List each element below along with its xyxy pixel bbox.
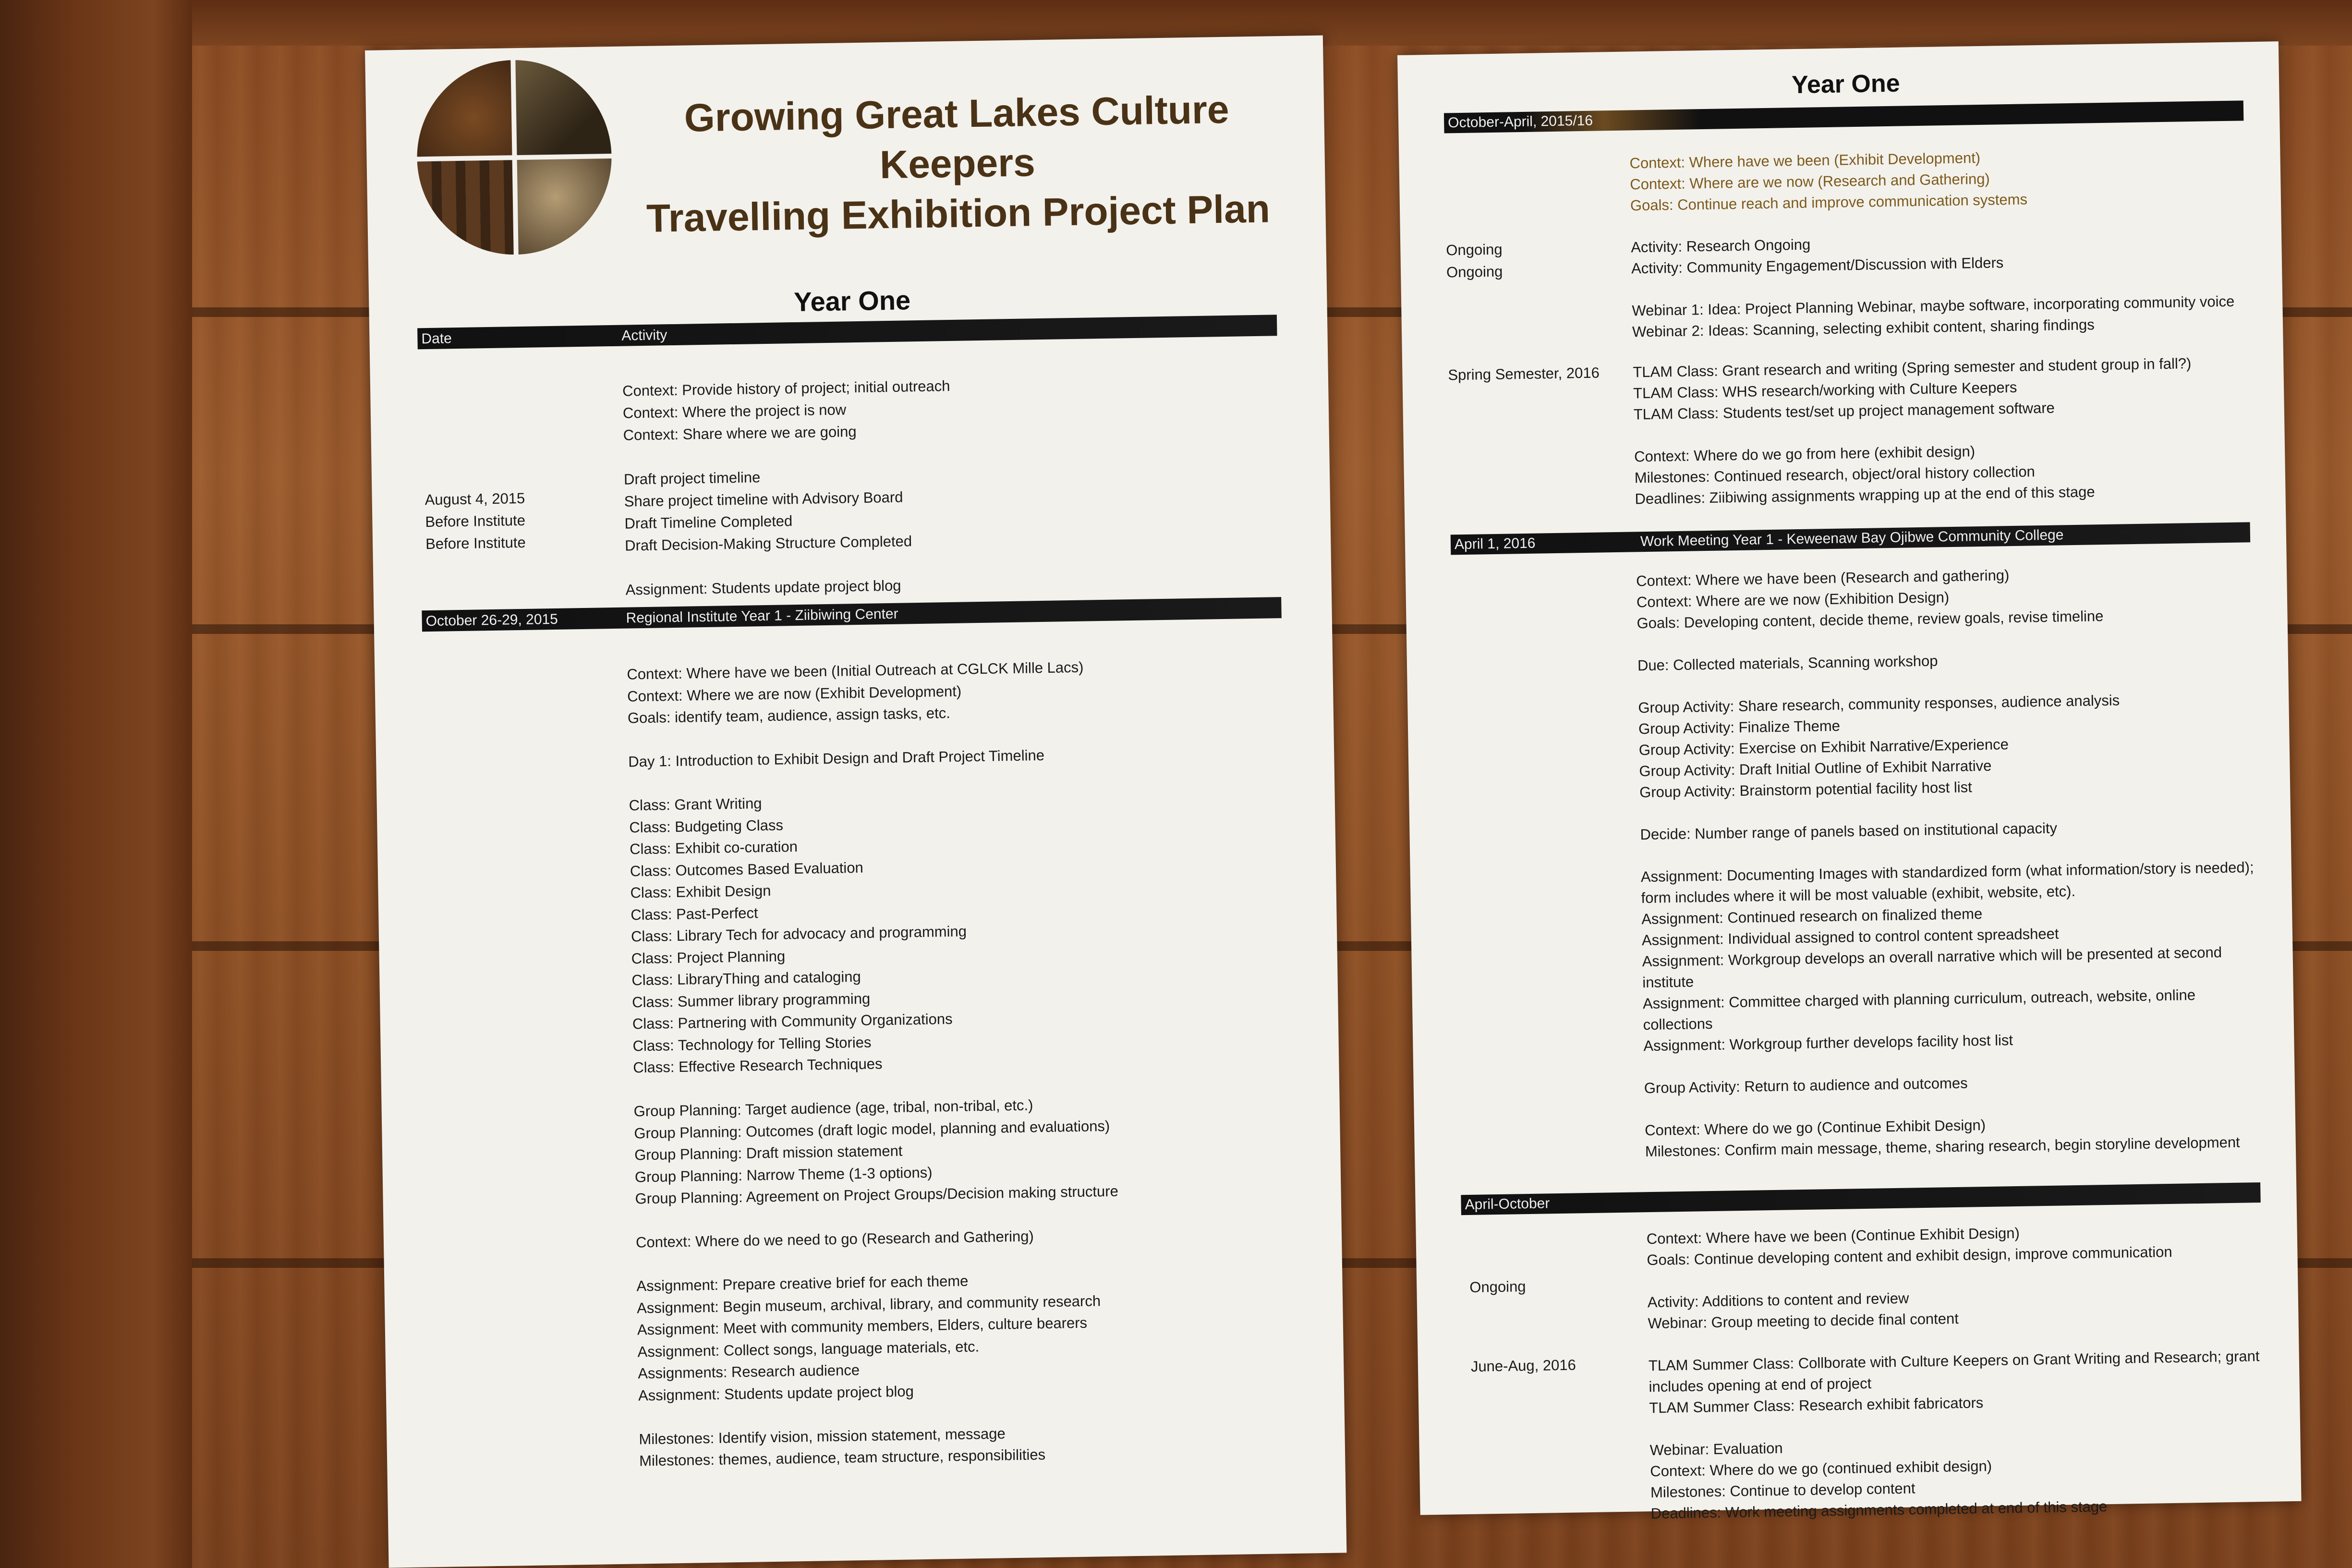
section-date: April 1, 2016 [1454, 535, 1536, 553]
text-line: Deadlines: Ziibiwing assignments wrapping up at the end of this stage [1635, 483, 2095, 508]
text-line: Class: Summer library programming [631, 990, 871, 1011]
text-line: Context: Where do we go from here (exhibit design) [1634, 443, 1976, 465]
left-poster-sheet [365, 36, 1346, 1568]
right-poster-sheet [1397, 41, 2302, 1522]
text-line: Assignment: Collect songs, language materials, etc. [637, 1337, 980, 1360]
text-line: Assignment: Individual assigned to control content spreadsheet [1641, 925, 2059, 949]
section-date: October-April, 2015/16 [1447, 112, 1593, 131]
text-line: Goals: Continue developing content and exhibit design, improve communication [1647, 1243, 2172, 1269]
text-line: Assignment: Workgroup further develops facility host list [1643, 1032, 2013, 1055]
text-line: Group Activity: Return to audience and outcomes [1644, 1074, 1968, 1097]
text-line: Goals: Developing content, decide theme, review goals, revise timeline [1637, 608, 2104, 632]
text-line: Assignment: Meet with community members, Elders, culture bearers [637, 1314, 1088, 1338]
date-entry: Ongoing [1446, 241, 1503, 259]
text-line: Assignment: Prepare creative brief for each theme [636, 1272, 969, 1295]
text-line: Group Activity: Draft Initial Outline of Exhibit Narrative [1639, 757, 1992, 780]
section-title: Regional Institute Year 1 - Ziibiwing Center [626, 606, 898, 626]
text-line: Assignment: Documenting Images with standardized form (what information/story is needed); [1640, 859, 2254, 886]
text-line: form includes where it will be most valuable (exhibit, website, etc). [1641, 883, 2076, 907]
title-line-1: Growing Great Lakes Culture Keepers [684, 87, 1230, 187]
text-line: TLAM Class: Students test/set up project management software [1633, 399, 2055, 423]
poster-title [616, 84, 1300, 244]
text-line: Draft Decision-Making Structure Completed [624, 533, 912, 554]
date-entry: Ongoing [1469, 1278, 1526, 1296]
text-line: Milestones: Confirm main message, theme, sharing research, begin storyline development [1645, 1133, 2240, 1160]
text-line: Assignment: Begin museum, archival, library, and community research [636, 1292, 1101, 1316]
text-line: Context: Where have we been (Initial Outreach at CGLCK Mille Lacs) [627, 658, 1084, 683]
text-line: Class: LibraryThing and cataloging [631, 968, 861, 989]
text-line: Assignment: Continued research on finalized theme [1641, 905, 1983, 928]
text-line: Webinar 2: Ideas: Scanning, selecting exhibit content, sharing findings [1632, 316, 2095, 340]
text-line: Class: Outcomes Based Evaluation [630, 859, 864, 880]
text-line: Context: Where we are now (Exhibit Development) [627, 682, 962, 705]
text-line: collections [1643, 1015, 1713, 1033]
text-line: Webinar: Evaluation [1649, 1439, 1783, 1459]
text-line: Class: Budgeting Class [629, 816, 784, 836]
text-line: Assignment: Students update project blog [625, 577, 901, 598]
text-line: Group Activity: Finalize Theme [1638, 717, 1841, 738]
text-line: Class: Partnering with Community Organizations [632, 1010, 953, 1033]
title-line-2: Travelling Exhibition Project Plan [646, 187, 1271, 241]
text-line: Goals: identify team, audience, assign tasks, etc. [627, 705, 951, 727]
text-line: Context: Where we have been (Research and gathering) [1636, 567, 2010, 590]
text-line: Group Planning: Narrow Theme (1-3 options) [634, 1164, 933, 1185]
text-line: Context: Where do we need to go (Research and Gathering) [635, 1228, 1034, 1251]
text-line: Webinar 1: Idea: Project Planning Webinar, maybe software, incorporating community voice [1632, 292, 2235, 319]
activity-column-header: Activity [621, 327, 667, 344]
text-line: TLAM Class: WHS research/working with Culture Keepers [1633, 378, 2017, 402]
table-header-bar [417, 315, 1277, 349]
text-line: Activity: Research Ongoing [1631, 236, 1811, 256]
section-bar-october-april [1444, 100, 2243, 133]
text-line: Activity: Community Engagement/Discussion with Elders [1631, 254, 2004, 277]
text-line: Class: Library Tech for advocacy and programming [630, 923, 967, 945]
year-heading: Year One [1791, 69, 1900, 99]
text-line: Draft Timeline Completed [624, 512, 793, 532]
text-line: Activity: Additions to content and review [1647, 1289, 1909, 1311]
year-heading: Year One [793, 285, 911, 317]
text-line: Context: Where have we been (Continue Exhibit Design) [1646, 1224, 2020, 1248]
text-line: Milestones: themes, audience, team structure, responsibilities [639, 1446, 1046, 1470]
text-line: Context: Where have we been (Exhibit Development) [1629, 149, 1981, 172]
text-line: Group Planning: Agreement on Project Groups/Decision making structure [635, 1182, 1119, 1207]
text-line: Group Planning: Draft mission statement [634, 1142, 903, 1164]
text-line: Class: Technology for Telling Stories [632, 1033, 872, 1054]
text-line: Assignment: Committee charged with planning curriculum, outreach, website, online [1642, 986, 2196, 1012]
section-bar-work-meeting [1451, 522, 2250, 555]
text-line: Context: Where are we now (Exhibition Design) [1636, 589, 1950, 611]
text-line: Class: Past-Perfect [630, 904, 758, 924]
text-line: Group Activity: Brainstorm potential facility host list [1639, 778, 1972, 801]
text-line: Share project timeline with Advisory Board [624, 488, 903, 510]
text-line: Group Planning: Target audience (age, tribal, non-tribal, etc.) [633, 1096, 1033, 1120]
text-line: Context: Provide history of project; initial outreach [622, 377, 950, 400]
text-line: Group Activity: Share research, community responses, audience analysis [1638, 692, 2120, 717]
text-line: TLAM Summer Class: Research exhibit fabricators [1649, 1394, 1984, 1417]
text-line: Decide: Number range of panels based on institutional capacity [1640, 819, 2058, 843]
text-line: Deadlines: Work meeting assignments completed at end of this stage [1650, 1498, 2108, 1522]
text-line: Class: Grant Writing [629, 795, 762, 814]
section-title: Work Meeting Year 1 - Keweenaw Bay Ojibwe Community College [1640, 527, 2064, 550]
culture-keepers-logo-icon [415, 59, 613, 256]
date-entry: Ongoing [1446, 263, 1503, 281]
text-line: Context: Where do we go (continued exhibit design) [1650, 1457, 1992, 1480]
text-line: TLAM Summer Class: Collborate with Culture Keepers on Grant Writing and Research; grant [1648, 1348, 2260, 1374]
text-line: Milestones: Identify vision, mission statement, message [639, 1424, 1006, 1447]
text-line: Group Planning: Outcomes (draft logic model, planning and evaluations) [634, 1117, 1110, 1142]
section-bar-regional-institute [422, 597, 1281, 632]
wood-pillar-left [0, 0, 192, 1568]
text-line: Class: Exhibit co-curation [629, 838, 798, 858]
text-line: Context: Where the project is now [622, 401, 847, 422]
text-line: Assignment: Students update project blog [638, 1382, 914, 1404]
text-line: Due: Collected materials, Scanning workshop [1637, 652, 1938, 674]
date-entry: Before Institute [425, 511, 526, 531]
text-line: Context: Where do we go (Continue Exhibit Design) [1644, 1117, 1986, 1139]
text-line: Milestones: Continued research, object/oral history collection [1634, 463, 2036, 486]
text-line: Milestones: Continue to develop content [1650, 1480, 1916, 1501]
text-line: Assignment: Workgroup develops an overall narrative which will be presented at second [1642, 944, 2222, 970]
date-entry: Before Institute [425, 534, 526, 553]
date-entry: Spring Semester, 2016 [1448, 364, 1600, 384]
text-line: Webinar: Group meeting to decide final content [1648, 1310, 1959, 1332]
text-line: includes opening at end of project [1649, 1374, 1872, 1396]
section-date: April-October [1465, 1195, 1550, 1213]
text-line: Context: Share where we are going [623, 423, 857, 444]
text-line: Day 1: Introduction to Exhibit Design and Draft Project Timeline [628, 746, 1045, 770]
text-line: Goals: Continue reach and improve communication systems [1630, 191, 2028, 214]
text-line: Class: Exhibit Design [630, 882, 771, 901]
text-line: Context: Where are we now (Research and Gathering) [1630, 170, 1990, 193]
section-bar-april-october [1461, 1182, 2260, 1215]
text-line: Group Activity: Exercise on Exhibit Narrative/Experience [1638, 736, 2009, 759]
text-line: Class: Effective Research Techniques [633, 1055, 883, 1076]
section-date: October 26-29, 2015 [425, 611, 558, 630]
text-line: Assignments: Research audience [638, 1361, 860, 1382]
text-line: TLAM Class: Grant research and writing (Spring semester and student group in fall?) [1633, 355, 2192, 381]
text-line: Class: Project Planning [631, 947, 786, 967]
date-entry: June-Aug, 2016 [1470, 1356, 1576, 1375]
text-line: institute [1642, 973, 1694, 991]
date-column-header: Date [421, 330, 452, 347]
text-line: Draft project timeline [623, 469, 761, 488]
date-entry: August 4, 2015 [424, 489, 525, 509]
